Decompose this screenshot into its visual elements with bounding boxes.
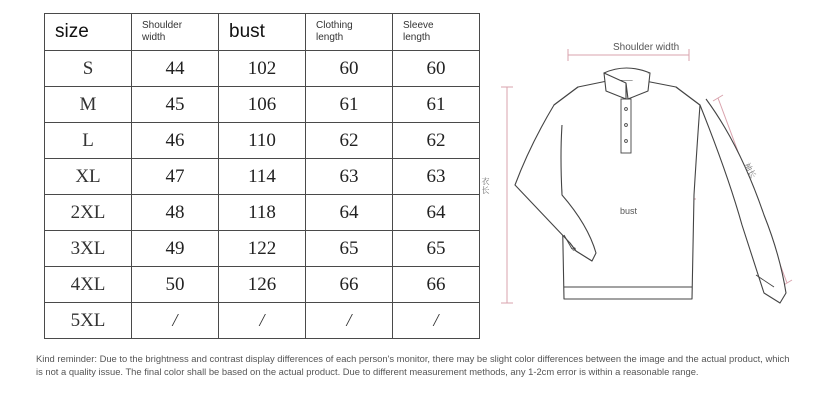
size-cell: XL	[45, 159, 132, 195]
shoulder-width-label: Shoulder width	[613, 42, 680, 53]
table-row	[45, 195, 480, 231]
shirt-measurement-diagram	[480, 25, 810, 325]
size-cell: 5XL	[45, 303, 132, 339]
shoulder-cell: 47	[132, 159, 219, 195]
sleeve-length-cell: /	[393, 303, 480, 339]
clothing-length-cell: /	[306, 303, 393, 339]
shoulder-cell: 45	[132, 87, 219, 123]
sleeve-length-cell: 61	[393, 87, 480, 123]
table-row	[45, 51, 480, 87]
bust-label: bust	[620, 206, 638, 216]
shoulder-cell: /	[132, 303, 219, 339]
clothing-length-cell: 66	[306, 267, 393, 303]
size-cell: 4XL	[45, 267, 132, 303]
bust-cell: 110	[219, 123, 306, 159]
shoulder-cell: 49	[132, 231, 219, 267]
sleeve-length-label: 袖长	[742, 161, 758, 180]
bust-cell: 114	[219, 159, 306, 195]
table-row	[45, 303, 480, 339]
size-cell: 2XL	[45, 195, 132, 231]
shoulder-cell: 44	[132, 51, 219, 87]
shoulder-cell: 46	[132, 123, 219, 159]
clothing-length-cell: 63	[306, 159, 393, 195]
bust-cell: /	[219, 303, 306, 339]
size-cell: 3XL	[45, 231, 132, 267]
shoulder-cell: 50	[132, 267, 219, 303]
sleeve-length-cell: 63	[393, 159, 480, 195]
sleeve-length-cell: 65	[393, 231, 480, 267]
clothing-length-cell: 64	[306, 195, 393, 231]
size-cell: M	[45, 87, 132, 123]
bust-cell: 102	[219, 51, 306, 87]
table-row	[45, 267, 480, 303]
size-cell: S	[45, 51, 132, 87]
bust-cell: 118	[219, 195, 306, 231]
table-row	[45, 123, 480, 159]
size-cell: L	[45, 123, 132, 159]
shoulder-cell: 48	[132, 195, 219, 231]
header-clothing-length: Clothing length	[306, 14, 393, 51]
table-row	[45, 159, 480, 195]
table-row	[45, 87, 480, 123]
header-size: size	[45, 14, 132, 51]
clothing-length-label: 衣长	[481, 177, 490, 195]
sleeve-length-cell: 62	[393, 123, 480, 159]
bust-cell: 106	[219, 87, 306, 123]
clothing-length-cell: 61	[306, 87, 393, 123]
sleeve-length-cell: 60	[393, 51, 480, 87]
clothing-length-cell: 60	[306, 51, 393, 87]
shirt-outline	[515, 68, 786, 303]
kind-reminder-note: Kind reminder: Due to the brightness and contrast display differences of each person's monitor, there may be slight color differences between the image and the actual product, which is not a quality issue. The final color shall be based on the actual product. Due to different measurement methods, any 1-2cm error is within a reasonable range.	[36, 353, 790, 377]
bust-cell: 122	[219, 231, 306, 267]
sleeve-length-cell: 66	[393, 267, 480, 303]
header-bust: bust	[219, 14, 306, 51]
header-sleeve-length: Sleeve length	[393, 14, 480, 51]
polo-shirt-illustration	[480, 25, 810, 325]
size-chart-table	[44, 13, 480, 339]
header-shoulder-width: Shoulder width	[132, 14, 219, 51]
bust-cell: 126	[219, 267, 306, 303]
table-row	[45, 231, 480, 267]
sleeve-length-cell: 64	[393, 195, 480, 231]
clothing-length-cell: 65	[306, 231, 393, 267]
table-header-row	[45, 14, 480, 51]
clothing-length-cell: 62	[306, 123, 393, 159]
